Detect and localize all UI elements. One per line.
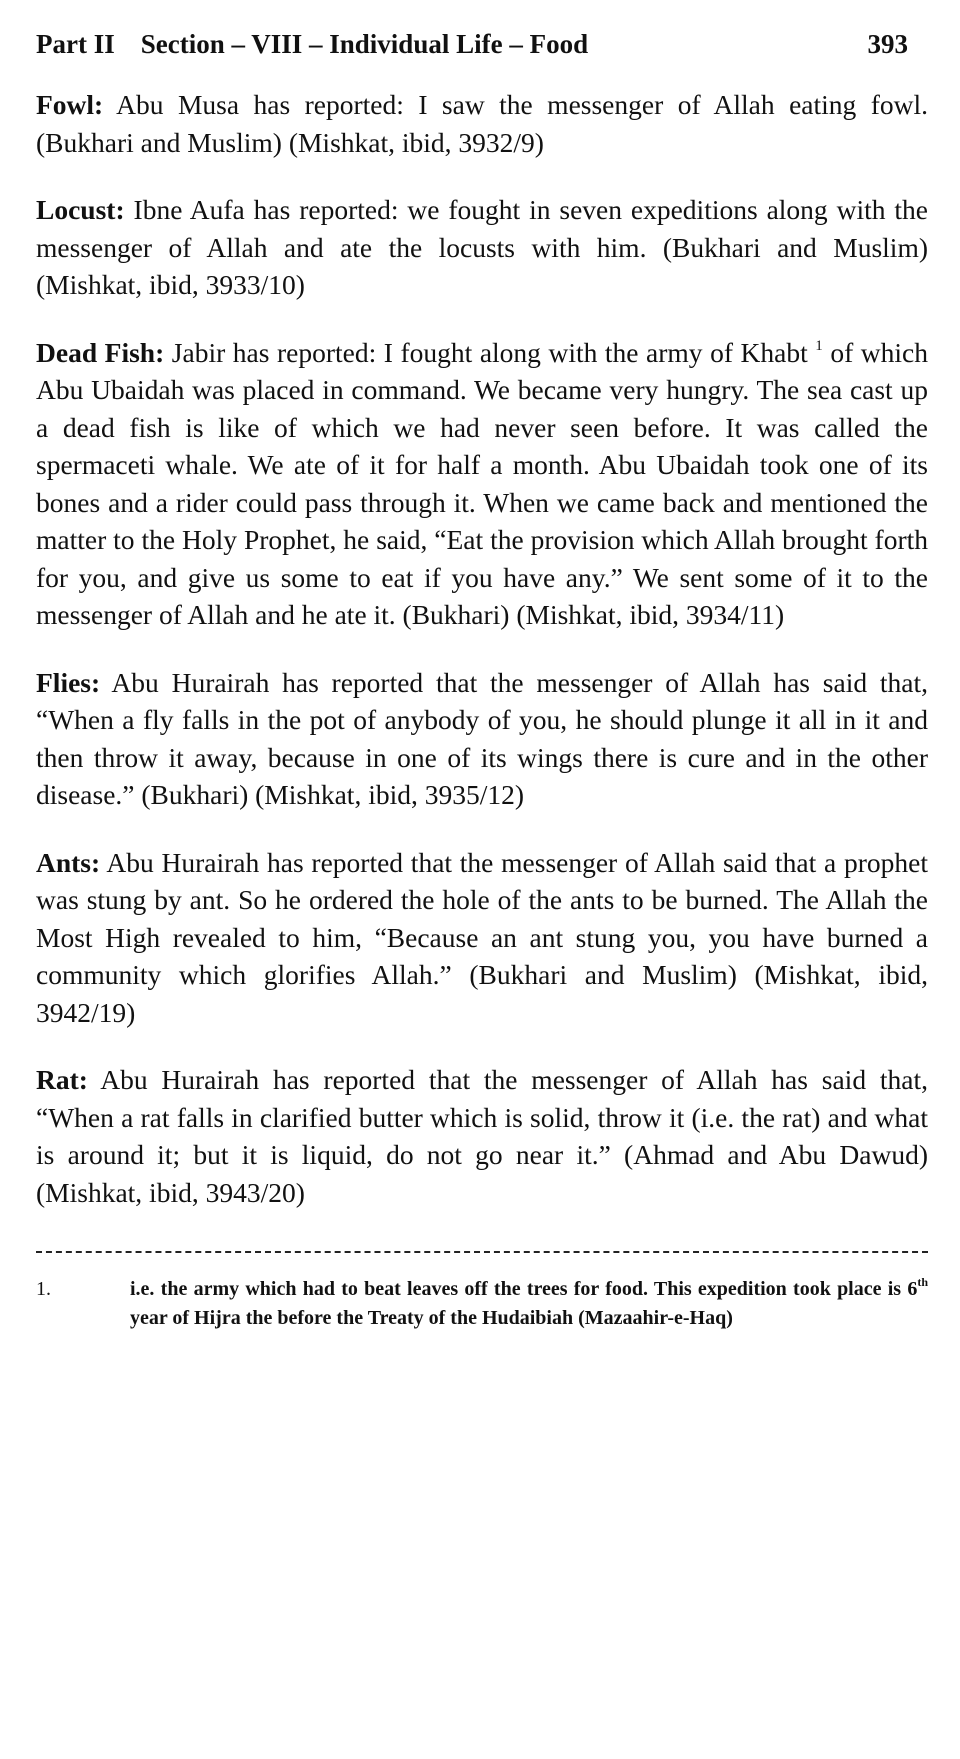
paragraph-fowl <box>36 86 928 161</box>
paragraph-dead-fish-text-before: Jabir has reported: I fought along with the army of Khabt <box>164 336 816 368</box>
footnote-text <box>130 1275 928 1333</box>
paragraph-locust <box>36 191 928 304</box>
paragraph-flies-text: Abu Hurairah has reported that the messenger of Allah has said that, “When a fly falls in the pot of anybody of you, he should plunge it all in it and then throw it away, because in one of its wings there is cure and in the other disease.” (Bukhari) (Mishkat, ibid, 3935/12) <box>36 666 928 810</box>
header-left <box>36 24 588 64</box>
header-section: Section – VIII – Individual Life – Food <box>140 29 589 59</box>
paragraph-dead-fish-text-after: of which Abu Ubaidah was placed in command. We became very hungry. The sea cast up a dead fish is like of which we had never seen before. It was called the spermaceti whale. We ate of it for half a month. Abu Ubaidah took one of its bones and a rider could pass through it. When we came back and mentioned the matter to the Holy Prophet, he said, “Eat the provision which Allah brought forth for you, and give us some to eat if you have any.” We sent some of it to the messenger of Allah and he ate it. (Bukhari) (Mishkat, ibid, 3934/11) <box>36 336 928 630</box>
document-page <box>36 24 928 1333</box>
footnote-superscript: th <box>917 1275 928 1289</box>
paragraph-ants-text: Abu Hurairah has reported that the messenger of Allah said that a prophet was stung by ant. So he ordered the hole of the ants to be burned. The Allah the Most High revealed to him, “Because an ant stung you, you have burned a community which glorifies Allah.” (Bukhari and Muslim) (Mishkat, ibid, 3942/19) <box>36 846 928 1028</box>
paragraph-dead-fish <box>36 334 928 634</box>
page-header <box>36 24 928 64</box>
term-rat: Rat: <box>36 1064 88 1095</box>
term-flies: Flies: <box>36 666 101 698</box>
footnote-text-after: year of Hijra the before the Treaty of the Hudaibiah (Mazaahir-e-Haq) <box>130 1307 733 1329</box>
paragraph-ants <box>36 844 928 1032</box>
footnote-divider <box>36 1251 928 1253</box>
term-fowl: Fowl: <box>36 89 104 120</box>
term-locust: Locust: <box>36 194 125 225</box>
paragraph-fowl-text: Abu Musa has reported: I saw the messenger of Allah eating fowl. (Bukhari and Muslim) (Mishkat, ibid, 3932/9) <box>36 89 928 158</box>
paragraph-flies <box>36 664 928 814</box>
header-part: Part II <box>36 29 115 59</box>
paragraph-rat <box>36 1061 928 1211</box>
page-number: 393 <box>867 29 908 59</box>
paragraph-rat-text: Abu Hurairah has reported that the messenger of Allah has said that, “When a rat falls in clarified butter which is solid, throw it (i.e. the rat) and what is around it; but it is liquid, do not go near it.” (Ahmad and Abu Dawud) (Mishkat, ibid, 3943/20) <box>36 1064 928 1208</box>
term-ants: Ants: <box>36 846 101 878</box>
term-dead-fish: Dead Fish: <box>36 336 165 368</box>
footnote-reference: 1 <box>815 337 823 354</box>
footnote-text-before: i.e. the army which had to beat leaves off the trees for food. This expedition took place is 6 <box>130 1278 918 1300</box>
paragraph-locust-text: Ibne Aufa has reported: we fought in seven expeditions along with the messenger of Allah and ate the locusts with him. (Bukhari and Muslim) (Mishkat, ibid, 3933/10) <box>36 194 928 300</box>
footnote-number: 1. <box>36 1278 51 1300</box>
footnote <box>36 1275 928 1333</box>
